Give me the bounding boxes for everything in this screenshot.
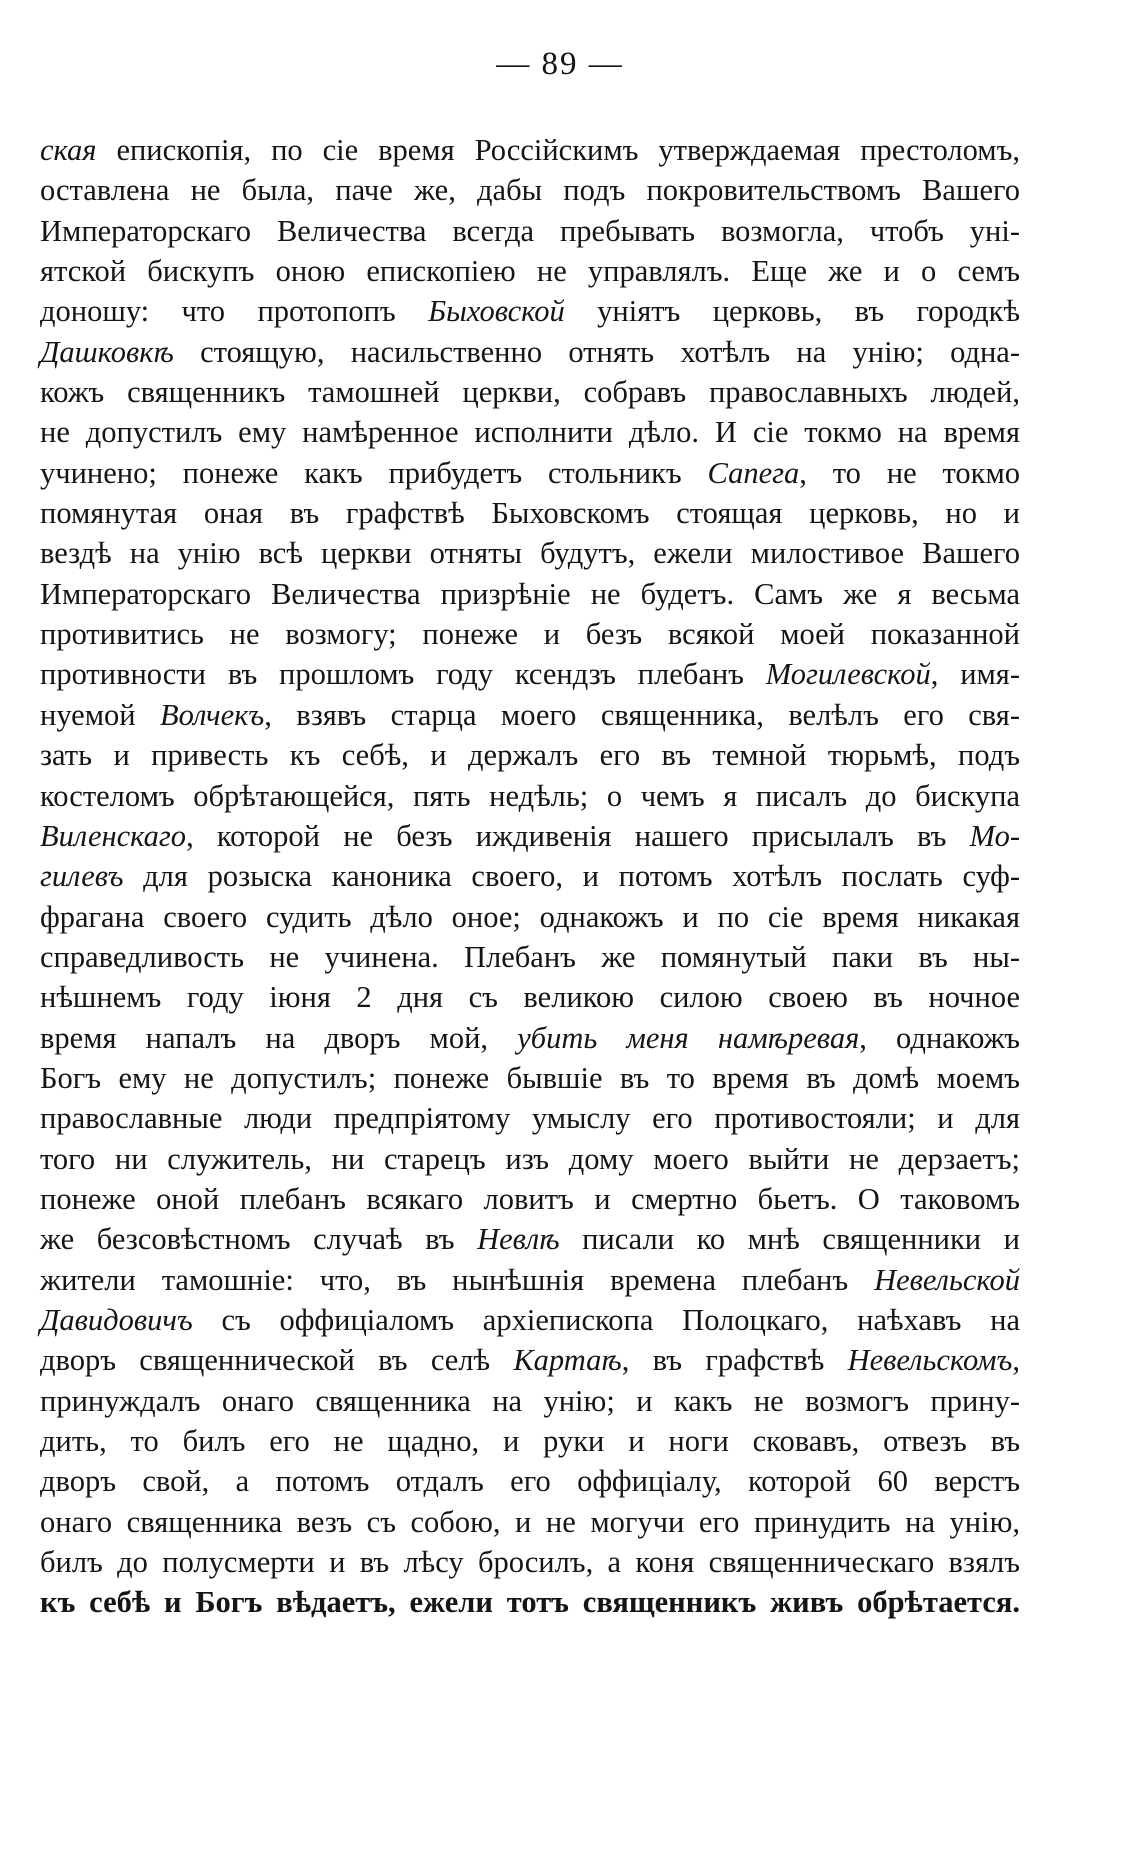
text-line: [40, 735, 1020, 775]
italic-text-segment: Невлѣ: [477, 1222, 560, 1257]
italic-text-segment: Давидовичъ: [40, 1302, 193, 1337]
text-line: [40, 291, 1020, 331]
text-segment: , имя-: [930, 657, 1020, 692]
text-segment: противности въ прошломъ году ксендзъ плебанъ: [40, 657, 766, 692]
text-line: [40, 1098, 1020, 1138]
text-line: [40, 1300, 1020, 1340]
text-line: [40, 897, 1020, 937]
text-segment: не допустилъ ему намѣренное исполнити дѣло. И сіе токмо на время: [40, 415, 1020, 450]
text-segment: дворъ священнической въ селѣ: [40, 1343, 514, 1378]
text-segment: епископія, по сіе время Россійскимъ утверждаемая престоломъ,: [96, 133, 1020, 167]
text-segment: кожъ священникъ тамошней церкви, собравъ православныхъ людей,: [40, 375, 1020, 410]
text-line: [40, 937, 1020, 977]
text-line: [40, 816, 1020, 856]
text-segment: того ни служитель, ни старецъ изъ дому моего выйти не дерзаетъ;: [40, 1141, 1020, 1176]
text-segment: , въ графствѣ: [621, 1343, 848, 1378]
italic-text-segment: Невельскомъ: [847, 1343, 1013, 1378]
italic-text-segment: Мо-: [969, 818, 1020, 853]
text-segment: къ себѣ и Богъ вѣдаетъ, ежели тотъ священникъ живъ обрѣтается.: [40, 1585, 1020, 1620]
text-segment: костеломъ обрѣтающейся, пять недѣль; о чемъ я писалъ до бискупа: [40, 778, 1020, 813]
text-segment: учинено; понеже какъ прибудетъ стольникъ: [40, 455, 708, 490]
text-line: [40, 170, 1020, 210]
italic-text-segment: ская: [40, 133, 97, 167]
text-segment: Императорскаго Величества всегда пребывать возмогла, чтобъ уні-: [40, 213, 1020, 248]
italic-text-segment: Картаѣ: [513, 1343, 622, 1378]
body-text: [40, 130, 1020, 1623]
text-segment: , которой не безъ иждивенія нашего присылалъ въ: [186, 818, 970, 853]
text-segment: оставлена не была, паче же, дабы подъ покровительствомъ Вашего: [40, 173, 1020, 208]
text-line: [40, 412, 1020, 452]
italic-text-segment: Виленскаго: [40, 818, 187, 853]
italic-text-segment: Дашковкѣ: [40, 334, 174, 369]
text-line: [40, 776, 1020, 816]
text-segment: справедливость не учинена. Плебанъ же помянутый паки въ ны-: [40, 939, 1020, 974]
italic-text-segment: Волчекъ: [160, 697, 265, 732]
text-segment: доношу: что протопопъ: [40, 294, 429, 329]
text-segment: помянутая оная въ графствѣ Быховскомъ стоящая церковь, но и: [40, 496, 1020, 531]
text-line: [40, 1340, 1020, 1380]
text-line: [40, 1582, 1020, 1622]
text-line: [40, 453, 1020, 493]
text-segment: нѣшнемъ году іюня 2 дня съ великою силою своею въ ночное: [40, 980, 1020, 1015]
text-line: [40, 1179, 1020, 1219]
text-segment: православные люди предпріятому умыслу его противостояли; и для: [40, 1101, 1020, 1136]
text-segment: съ оффиціаломъ архіепископа Полоцкаго, наѣхавъ на: [192, 1302, 1020, 1337]
text-segment: дить, то билъ его не щадно, и руки и ноги сковавъ, отвезъ въ: [40, 1424, 1020, 1458]
text-line: [40, 1461, 1020, 1501]
text-segment: жители тамошніе: что, въ нынѣшнія времена плебанъ: [40, 1262, 875, 1297]
text-line: [40, 654, 1020, 694]
text-segment: Императорскаго Величества призрѣніе не будетъ. Самъ же я весьма: [40, 576, 1020, 611]
page-number: — 89 —: [496, 46, 624, 82]
italic-text-segment: Сапега: [707, 455, 800, 490]
text-line: [40, 977, 1020, 1017]
text-line: [40, 332, 1020, 372]
italic-text-segment: Быховской: [428, 294, 565, 329]
text-line: [40, 1542, 1020, 1582]
text-segment: ятской бискупъ оною епископіею не управлялъ. Еще же и о семъ: [40, 254, 1020, 289]
text-segment: , то не токмо: [799, 455, 1020, 490]
italic-text-segment: гилевъ: [40, 859, 124, 894]
text-line: [40, 533, 1020, 573]
text-segment: писали ко мнѣ священники и: [559, 1222, 1020, 1257]
text-segment: зать и привесть къ себѣ, и держалъ его въ темной тюрьмѣ, подъ: [40, 738, 1020, 773]
text-segment: вездѣ на унію всѣ церкви отняты будутъ, ежели милостивое Вашего: [40, 536, 1020, 571]
text-line: [40, 372, 1020, 412]
text-line: [40, 856, 1020, 896]
text-line: [40, 130, 1020, 170]
text-line: [40, 1018, 1020, 1058]
text-segment: стоящую, насильственно отнять хотѣлъ на унію; одна-: [173, 334, 1020, 369]
text-segment: принуждалъ онаго священника на унію; и какъ не возмогъ прину-: [40, 1383, 1020, 1418]
text-line: [40, 493, 1020, 533]
text-segment: билъ до полусмерти и въ лѣсу бросилъ, а коня священническаго взялъ: [40, 1545, 1020, 1580]
text-segment: уніятъ церковь, въ городкѣ: [564, 294, 1020, 329]
text-line: [40, 574, 1020, 614]
text-line: [40, 1421, 1020, 1461]
text-segment: онаго священника везъ съ собою, и не могучи его принудить на унію,: [40, 1504, 1020, 1539]
text-line: [40, 1139, 1020, 1179]
italic-text-segment: Невельской: [874, 1262, 1020, 1297]
italic-text-segment: убить меня намѣревая: [517, 1020, 860, 1055]
text-segment: Богъ ему не допустилъ; понеже бывшіе въ то время въ домѣ моемъ: [40, 1060, 1020, 1095]
text-line: [40, 211, 1020, 251]
text-segment: нуемой: [40, 697, 161, 732]
text-line: [40, 1260, 1020, 1300]
text-line: [40, 614, 1020, 654]
text-line: [40, 1219, 1020, 1259]
italic-text-segment: Могилевской: [765, 657, 931, 692]
text-segment: ,: [1012, 1343, 1020, 1378]
text-segment: для розыска каноника своего, и потомъ хотѣлъ послать суф-: [123, 859, 1020, 894]
text-line: [40, 1502, 1020, 1542]
text-segment: , взявъ старца моего священника, велѣлъ его свя-: [264, 697, 1020, 732]
text-line: [40, 251, 1020, 291]
text-segment: фрагана своего судить дѣло оное; однакожъ и по сіе время никакая: [40, 899, 1020, 934]
text-segment: , однакожъ: [859, 1020, 1021, 1055]
text-segment: противитись не возмогу; понеже и безъ всякой моей показанной: [40, 617, 1020, 652]
text-segment: время напалъ на дворъ мой,: [40, 1020, 518, 1055]
text-line: [40, 1058, 1020, 1098]
text-line: [40, 1381, 1020, 1421]
text-segment: же безсовѣстномъ случаѣ въ: [40, 1222, 478, 1257]
text-segment: дворъ свой, а потомъ отдалъ его оффиціалу, которой 60 верстъ: [40, 1464, 1020, 1499]
text-segment: понеже оной плебанъ всякаго ловитъ и смертно бьетъ. О таковомъ: [40, 1181, 1020, 1216]
text-line: [40, 695, 1020, 735]
